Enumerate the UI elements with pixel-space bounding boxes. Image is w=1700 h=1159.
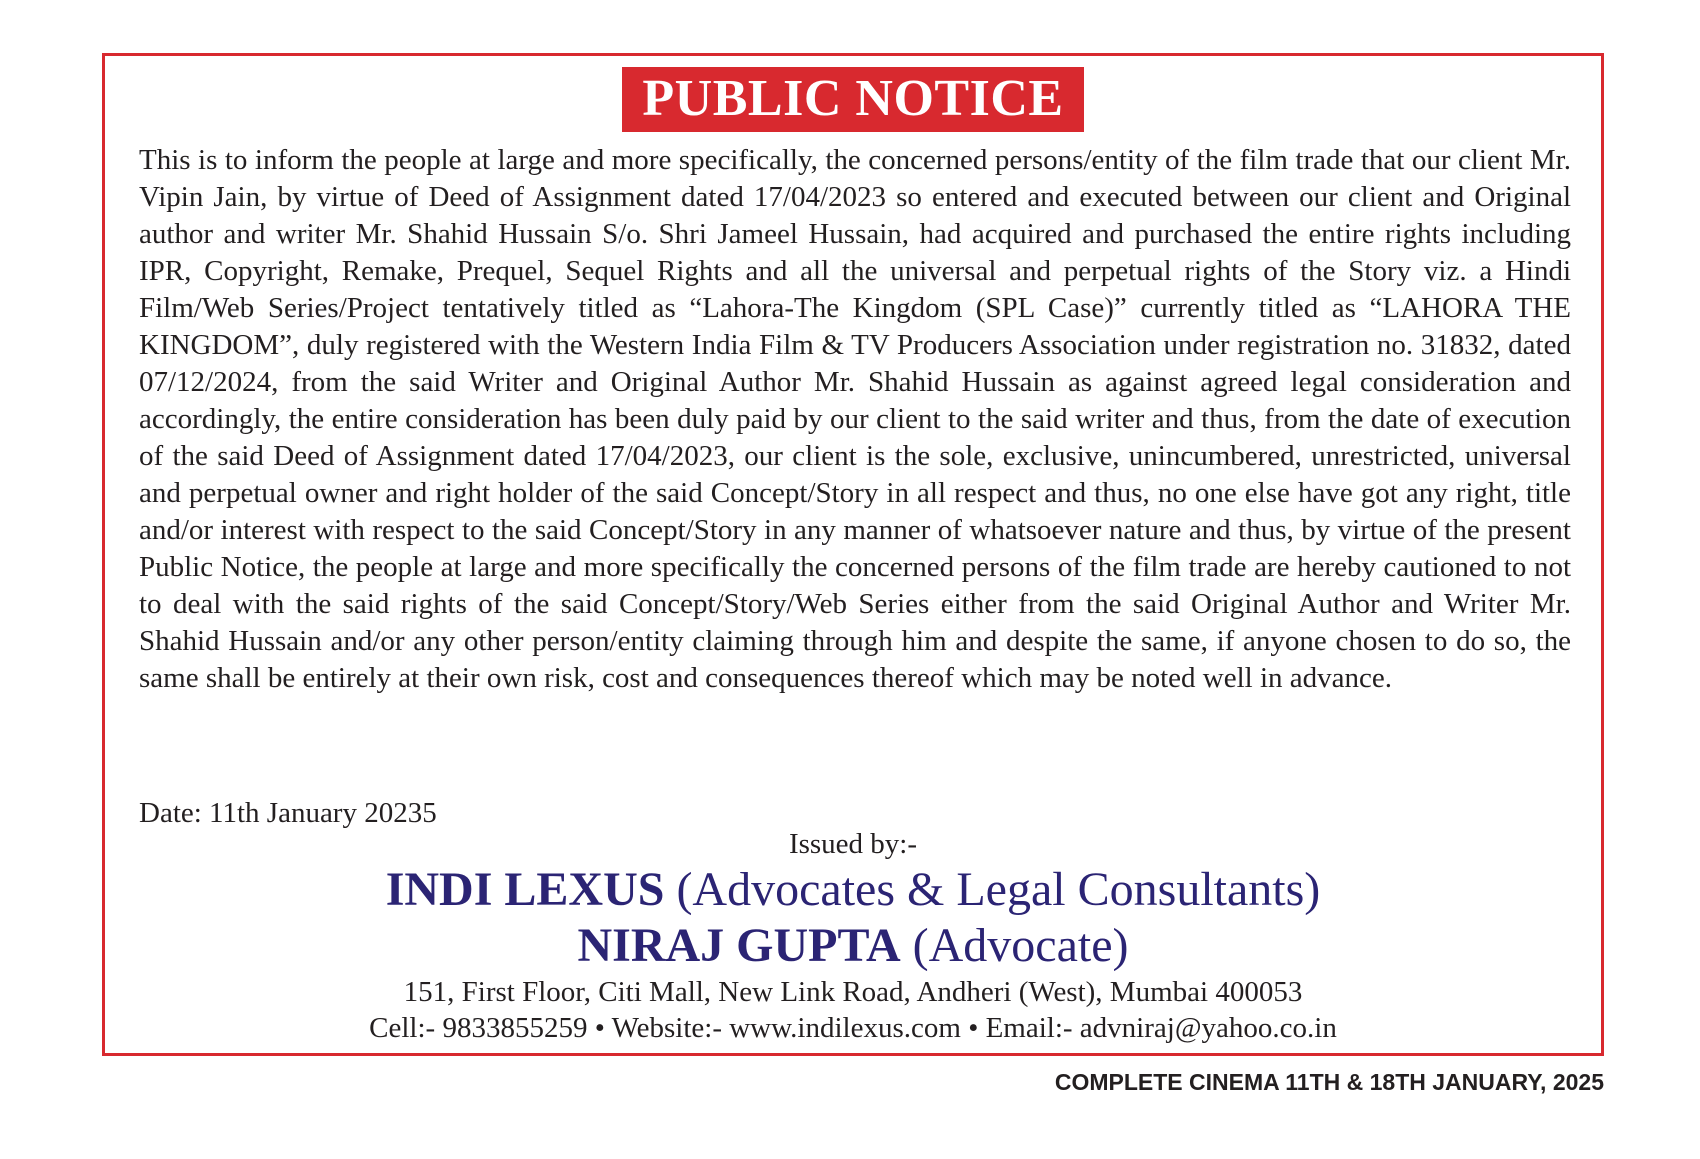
advocate-description: (Advocate) [912, 919, 1129, 972]
publication-footer: COMPLETE CINEMA 11TH & 18TH JANUARY, 2025 [1054, 1069, 1604, 1095]
firm-line [105, 862, 1601, 918]
firm-contact: Cell:- 9833855259 • Website:- www.indilexus.com • Email:- advniraj@yahoo.co.in [369, 1012, 1337, 1044]
notice-body: This is to inform the people at large and more specifically, the concerned persons/entity of the film trade that our client Mr. Vipin Jain, by virtue of Deed of Assignment dated 17/04/2023 so entered and executed between our client and Original author and writer Mr. Shahid Hussain S/o. Shri Jameel Hussain, had acquired and purchased the entire rights including IPR, Copyright, Remake, Prequel, Sequel Rights and all the universal and perpetual rights of the Story viz. a Hindi Film/Web Series/Project tentatively titled as “Lahora-The Kingdom (SPL Case)” currently titled as “LAHORA THE KINGDOM”, duly registered with the Western India Film & TV Producers Association under registration no. 31832, dated 07/12/2024, from the said Writer and Original Author Mr. Shahid Hussain as against agreed legal consideration and accordingly, the entire consideration has been duly paid by our client to the said writer and thus, from the date of execution of the said Deed of Assignment dated 17/04/2023, our client is the sole, exclusive, unincumbered, unrestricted, universal and perpetual owner and right holder of the said Concept/Story in all respect and thus, no one else have got any right, title and/or interest with respect to the said Concept/Story in any manner of whatsoever nature and thus, by virtue of the present Public Notice, the people at large and more specifically the concerned persons of the film trade are hereby cautioned to not to deal with the said rights of the said Concept/Story/Web Series either from the said Original Author and Writer Mr. Shahid Hussain and/or any other person/entity claiming through him and despite the same, if anyone chosen to do so, the same shall be entirely at their own risk, cost and consequences thereof which may be noted well in advance. [139, 144, 1571, 694]
notice-date: Date: 11th January 20235 [139, 797, 437, 829]
public-notice-box [102, 53, 1604, 1056]
issued-by-label: Issued by:- [788, 828, 918, 860]
title-wrap [105, 67, 1601, 132]
firm-name: INDI LEXUS [385, 863, 665, 916]
advocate-line [105, 918, 1601, 974]
firm-description: (Advocates & Legal Consultants) [676, 863, 1321, 916]
advocate-name: NIRAJ GUPTA [577, 919, 901, 972]
firm-address: 151, First Floor, Citi Mall, New Link Road, Andheri (West), Mumbai 400053 [403, 976, 1303, 1008]
notice-title: PUBLIC NOTICE [622, 67, 1083, 132]
